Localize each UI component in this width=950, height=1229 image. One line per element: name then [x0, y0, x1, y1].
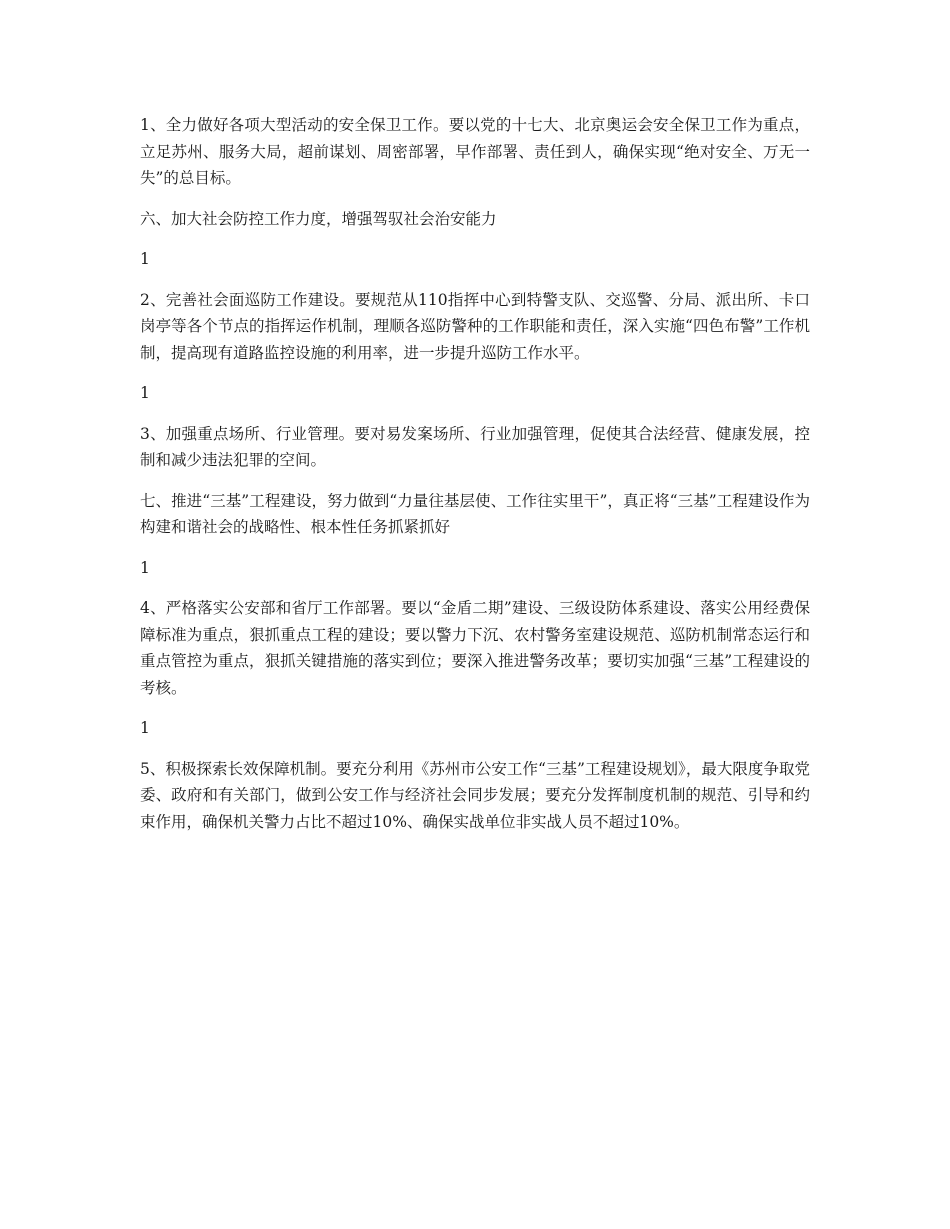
item-4-ministry-deployment: 4、严格落实公安部和省厅工作部署。要以“金盾二期”建设、三级设防体系建设、落实公用经费保障标准为重点，狠抓重点工程的建设；要以警力下沉、农村警务室建设规范、巡防机制常态运行和重点管控为重点，狠抓关键措施的落实到位；要深入推进警务改革；要切实加强“三基”工程建设的考核。 — [140, 599, 810, 697]
marker-1: 1 — [140, 250, 150, 268]
marker-3: 1 — [140, 558, 150, 577]
marker-4: 1 — [140, 719, 150, 737]
item-5-long-term-mechanism: 5、积极探索长效保障机制。要充分利用《苏州市公安工作“三基”工程建设规划》，最大限度争取党委、政府和有关部门，做到公安工作与经济社会同步发展；要充分发挥制度机制的规范、引导和约束作用，确保机关警力占比不超过10%、确保实战单位非实战人员不超过10%。 — [140, 759, 810, 831]
document-body — [140, 112, 810, 849]
item-3-key-venues: 3、加强重点场所、行业管理。要对易发案场所、行业加强管理，促使其合法经营、健康发展，控制和减少违法犯罪的空间。 — [140, 424, 810, 469]
item-1-security-work: 1、全力做好各项大型活动的安全保卫工作。要以党的十七大、北京奥运会安全保卫工作为重点，立足苏州、服务大局，超前谋划、周密部署，早作部署、责任到人，确保实现“绝对安全、万无一失”的总目标。 — [140, 116, 810, 187]
section-6-heading: 六、加大社会防控工作力度，增强驾驭社会治安能力 — [140, 209, 497, 228]
section-7-heading: 七、推进“三基”工程建设，努力做到“力量往基层使、工作往实里干”，真正将“三基”工程建设作为构建和谐社会的战略性、根本性任务抓紧抓好 — [140, 491, 810, 536]
item-2-patrol-construction: 2、完善社会面巡防工作建设。要规范从110指挥中心到特警支队、交巡警、分局、派出所、卡口岗亭等各个节点的指挥运作机制，理顺各巡防警种的工作职能和责任，深入实施“四色布警”工作机制，提高现有道路监控设施的利用率，进一步提升巡防工作水平。 — [140, 290, 810, 362]
marker-2: 1 — [140, 384, 150, 402]
